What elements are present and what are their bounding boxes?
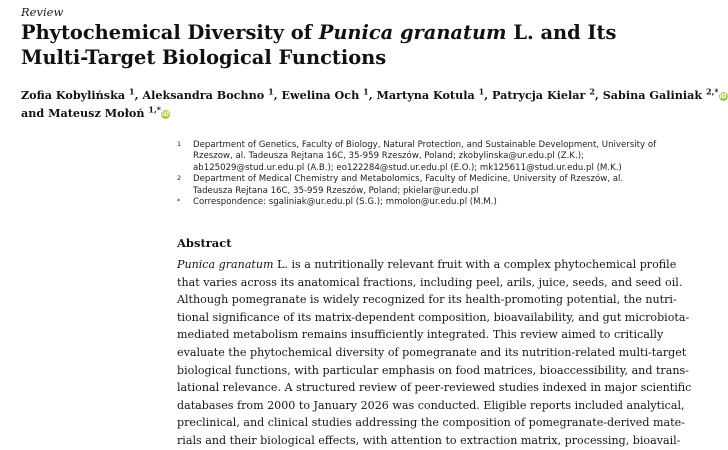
author-name: Mateusz Mołoń (48, 106, 145, 120)
author-name: Ewelina Och (281, 88, 360, 102)
author-affiliation-mark: 1 (268, 86, 274, 97)
abstract-line: Although pomegranate is widely recognized for its health-promoting potential, the nutri- (177, 293, 677, 307)
orcid-icon[interactable]: iD (161, 111, 169, 118)
affiliation-line: Department of Genetics, Faculty of Biology, Natural Protection, and Sustainable Development, University of (193, 140, 657, 150)
abstract-line: preclinical, and clinical studies addressing the composition of pomegranate-derived mate- (177, 416, 685, 430)
abstract-line: that varies across its anatomical fractions, including peel, arils, juice, seeds, and seed oil. (177, 275, 683, 289)
title-line-2: Multi-Target Biological Functions (21, 46, 387, 69)
author-name: Patrycja Kielar (492, 88, 586, 102)
affiliation-mark: 2 (177, 174, 182, 183)
author-name: Sabina Galiniak (602, 88, 703, 102)
author-affiliation-mark: 2 (589, 86, 595, 97)
title-species: Punica granatum (318, 21, 507, 44)
author-list (21, 86, 727, 122)
author-name: Zofia Kobylińska (21, 88, 126, 102)
correspondence-mark: * (177, 197, 181, 206)
abstract-text: L. is a nutritionally relevant fruit with a complex phytochemical profile (273, 258, 677, 271)
title-line-1 (21, 20, 661, 45)
author-connector: and (21, 106, 45, 120)
abstract-line: databases from 2000 to January 2026 was conducted. Eligible reports included analytical, (177, 398, 685, 412)
affiliation-1 (177, 140, 657, 174)
abstract-line: rials and their biological effects, with attention to extraction matrix, processing, bioavail- (177, 433, 681, 447)
abstract-line: tional significance of its matrix-dependent composition, bioavailability, and gut microbiota- (177, 310, 690, 324)
author-affiliation-mark: 1,* (148, 104, 161, 115)
abstract-line: biological functions, with particular emphasis on food matrices, bioaccessibility, and trans- (177, 363, 689, 377)
abstract-line: evaluate the phytochemical diversity of pomegranate and its nutrition-related multi-target (177, 345, 687, 359)
author-affiliation-mark: 1 (363, 86, 369, 97)
author-line-2 (21, 104, 661, 122)
orcid-icon[interactable]: iD (719, 93, 727, 100)
affiliations (177, 140, 657, 208)
author-name: Aleksandra Bochno (142, 88, 265, 102)
affiliation-mark: 1 (177, 140, 182, 148)
abstract-line (177, 256, 677, 274)
affiliation-2 (177, 174, 657, 197)
author-affiliation-mark: 1 (129, 86, 135, 97)
title-part: Phytochemical Diversity of (21, 21, 319, 44)
affiliation-line: Rzeszow, al. Tadeusza Rejtana 16C, 35-959 Rzeszów, Poland; zkobylinska@ur.edu.pl (Z.K.); (193, 151, 584, 162)
author-affiliation-mark: 2,* (706, 86, 719, 97)
correspondence-line: Correspondence: sgaliniak@ur.edu.pl (S.G.); mmolon@ur.edu.pl (M.M.) (193, 197, 497, 208)
author-affiliation-mark: 1 (478, 86, 485, 97)
author-line-1: Zofia Kobylińska $^1$, Aleksandra Bochno $^1$, Ewelina Och $^1$, Martyna Kotula $^1$, Patrycja Kielar $^2$, Sabina Galiniak $^{2,*}$iD (21, 86, 727, 102)
affiliation-line: ab125029@stud.ur.edu.pl (A.B.); eo122284@stud.ur.edu.pl (E.O.); mk125611@stud.ur.edu.pl (M.K.) (193, 162, 622, 173)
author-name: Martyna Kotula (376, 88, 475, 102)
correspondence (177, 197, 657, 208)
article-type: Review (21, 5, 64, 19)
abstract-line: mediated metabolism remains insufficiently integrated. This review aimed to critically (177, 328, 664, 342)
title-part: L. and Its (506, 21, 617, 44)
paper-title (21, 20, 661, 70)
abstract-heading: Abstract (177, 236, 232, 250)
abstract-species: Punica granatum (177, 258, 274, 271)
affiliation-line: Department of Medical Chemistry and Metabolomics, Faculty of Medicine, University of Rzeszów, al. (193, 174, 624, 185)
abstract-line: lational relevance. A structured review of peer-reviewed studies indexed in major scientific (177, 381, 692, 395)
affiliation-line: Tadeusza Rejtana 16C, 35-959 Rzeszów, Poland; pkielar@ur.edu.pl (193, 185, 479, 196)
abstract-body (177, 256, 692, 450)
